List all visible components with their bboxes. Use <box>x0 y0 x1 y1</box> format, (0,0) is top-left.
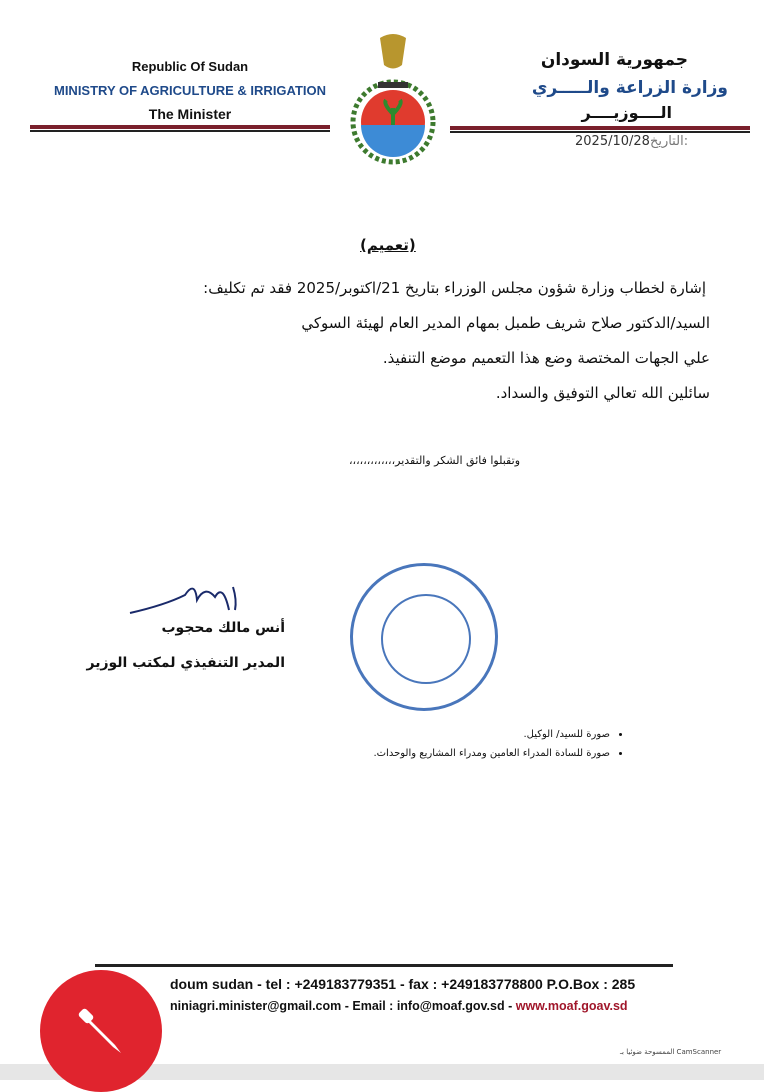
handwritten-signature <box>125 575 245 620</box>
signatory-name: أنس مالك محجوب <box>161 620 285 636</box>
signatory-title: المدير التنفيذي لمكتب الوزير <box>86 655 285 671</box>
copy-item: • صورة للسادة المدراء العامين ومدراء المشاريع والوحدات. <box>200 744 610 763</box>
camscanner-watermark: الممسوحة ضوئيا بـ CamScanner <box>620 1048 722 1056</box>
ministry-logo <box>338 30 448 180</box>
date-label: التاريخ: <box>649 134 689 149</box>
document-date <box>575 134 688 149</box>
closing-line: وتقبلوا فائق الشكر والتقدير،،،،،،،،،،،،، <box>349 454 520 467</box>
edit-button[interactable] <box>40 970 162 1092</box>
pencil-icon <box>71 1001 131 1061</box>
footer-emails <box>170 999 628 1013</box>
header-en-ministry: MINISTRY OF AGRICULTURE & IRRIGATION <box>53 83 327 98</box>
header-ar-office: الــــوزيــــر <box>581 103 672 122</box>
header-en-country: Republic Of Sudan <box>131 59 249 74</box>
copy-item: • صورة للسيد/ الوكيل. <box>200 725 610 744</box>
header-rule-right <box>450 126 750 133</box>
document-title: (تعميم) <box>360 236 416 254</box>
body-line-2: السيد/الدكتور صلاح شريف طمبل بمهام المدير العام لهيئة السوكي <box>301 314 710 332</box>
body-line-4: سائلين الله تعالي التوفيق والسداد. <box>495 384 710 402</box>
date-value: 2025/10/28 <box>575 134 650 149</box>
header-ar-ministry: وزارة الزراعة والـــــري <box>531 78 728 98</box>
body-line-3: علي الجهات المختصة وضع هذا التعميم موضع التنفيذ. <box>382 349 710 367</box>
footer-website[interactable]: www.moaf.goav.sd <box>515 999 628 1013</box>
office-stamp <box>350 563 498 711</box>
copies-list <box>200 725 610 763</box>
footer-email-text: niniagri.minister@gmail.com - Email : info@moaf.gov.sd - <box>170 999 516 1013</box>
footer-contact: doum sudan - tel : +249183779351 - fax : +249183778800 P.O.Box : 285 <box>170 976 636 992</box>
body-line-1: إشارة لخطاب وزارة شؤون مجلس الوزراء بتاريخ 21/اكتوبر/2025 فقد تم تكليف: <box>203 279 706 297</box>
header-rule-left <box>30 125 330 132</box>
footer-rule <box>95 964 673 967</box>
header-en-office: The Minister <box>148 106 232 122</box>
header-ar-country: جمهورية السودان <box>540 50 688 70</box>
